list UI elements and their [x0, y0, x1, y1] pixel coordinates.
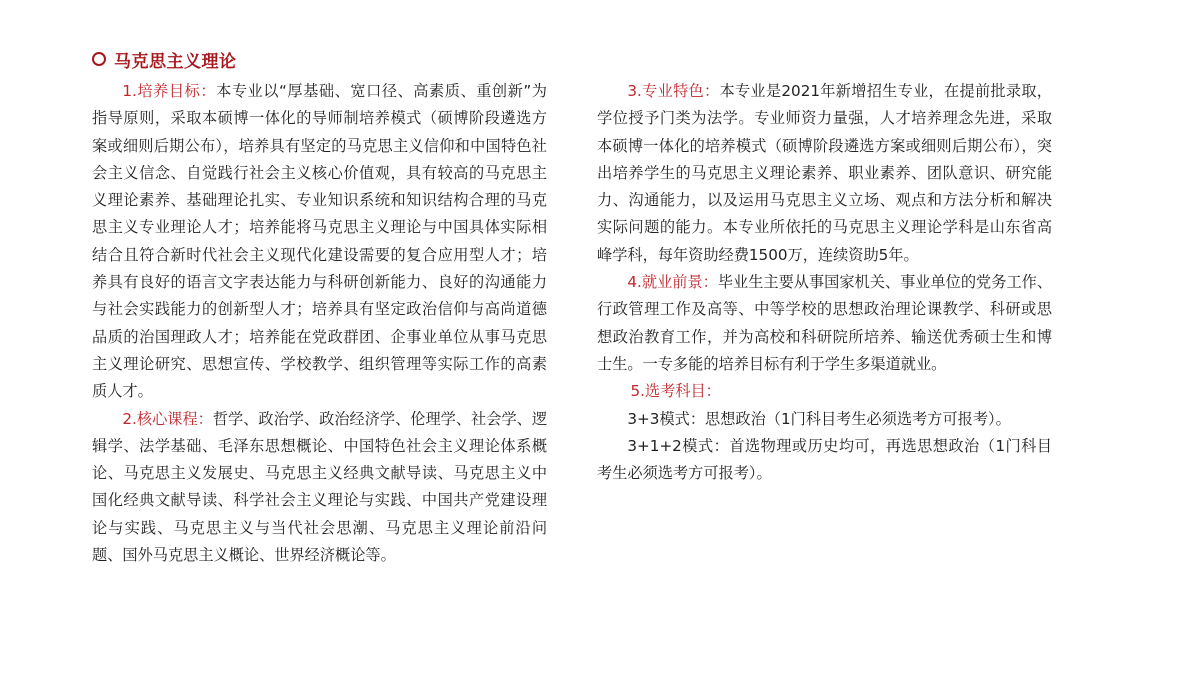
- exam-label: 5.选考科目：: [630, 382, 721, 401]
- right-column: [597, 78, 1052, 487]
- section-title: 马克思主义理论: [114, 51, 237, 72]
- circle-bullet-icon: [92, 52, 106, 66]
- career-paragraph: [597, 269, 1052, 378]
- courses-label: 2.核心课程：: [122, 409, 213, 428]
- goal-label: 1.培养目标：: [122, 82, 217, 100]
- courses-text: 哲学、政治学、政治经济学、伦理学、社会学、逻辑学、法学基础、毛泽东思想概论、中国特色社会主义理论体系概论、马克思主义发展史、马克思主义经典文献导读、马克思主义中国化经典文献导读、科学社会主义理论与实践、中国共产党建设理论与实践、马克思主义与当代社会思潮、马克思主义理论前沿问题、国外马克思主义概论、世界经济概论等。: [92, 409, 548, 565]
- exam-line-3-1-2: 3+1+2模式：首选物理或历史均可，再选思想政治（1门科目考生必须选考方可报考）。: [597, 436, 1052, 483]
- features-text: 本专业是2021年新增招生专业，在提前批录取，学位授予门类为法学。专业师资力量强，人才培养理念先进，采取本硕博一体化的培养模式（硕博阶段遴选方案或细则后期公布），突出培养学生的马克思主义理论素养、职业素养、团队意识、研究能力、沟通能力，以及运用马克思主义立场、观点和方法分析和解决实际问题的能力。本专业所依托的马克思主义理论学科是山东省高峰学科，每年资助经费1500万，连续资助5年。: [597, 82, 1052, 264]
- left-column: [92, 78, 547, 569]
- goal-paragraph: [92, 78, 547, 406]
- features-label: 3.专业特色：: [627, 82, 720, 100]
- career-text: 毕业生主要从事国家机关、事业单位的党务工作、行政管理工作及高等、中等学校的思想政治理论课教学、科研或思想政治教育工作，并为高校和科研院所培养、输送优秀硕士生和博士生。一专多能的培养目标有利于学生多渠道就业。: [597, 273, 1053, 373]
- exam-section: [597, 378, 1052, 487]
- courses-paragraph: [92, 406, 547, 570]
- section-heading: [92, 44, 237, 74]
- career-label: 4.就业前景：: [627, 273, 718, 292]
- goal-text: 本专业以“厚基础、宽口径、高素质、重创新”为指导原则，采取本硕博一体化的导师制培养模式（硕博阶段遴选方案或细则后期公布），培养具有坚定的马克思主义信仰和中国特色社会主义信念、自觉践行社会主义核心价值观，具有较高的马克思主义理论素养、基础理论扎实、专业知识系统和知识结构合理的马克思主义专业理论人才；培养能将马克思主义理论与中国具体实际相结合且符合新时代社会主义现代化建设需要的复合应用型人才；培养具有良好的语言文字表达能力与科研创新能力、良好的沟通能力与社会实践能力的创新型人才；培养具有坚定政治信仰与高尚道德品质的治国理政人才；培养能在党政群团、企事业单位从事马克思主义理论研究、思想宣传、学校教学、组织管理等实际工作的高素质人才。: [92, 82, 547, 401]
- exam-line-3-3: 3+3模式：思想政治（1门科目考生必须选考方可报考）。: [627, 409, 1011, 428]
- features-paragraph: [597, 78, 1052, 269]
